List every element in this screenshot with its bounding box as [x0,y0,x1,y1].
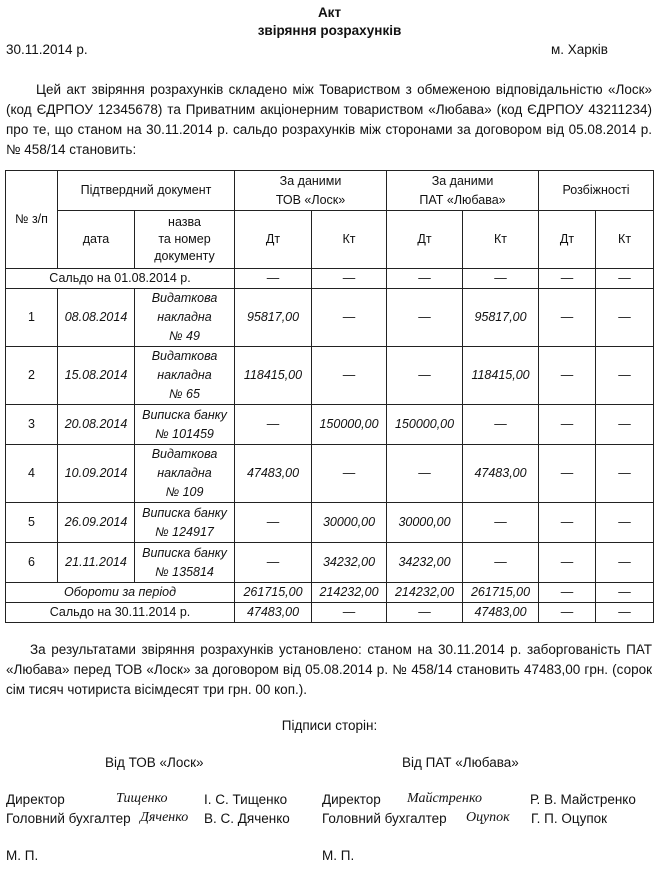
cell-value: — [596,269,654,289]
row-diff-dt: — [539,503,596,543]
left-director-name: І. С. Тищенко [204,792,288,807]
row-num: 2 [6,347,58,405]
document-title: Акт [317,5,342,20]
left-accountant-name: В. С. Дяченко [204,811,290,826]
opening-balance-row [6,269,654,289]
row-diff-kt: — [596,289,654,347]
cell-value: — [539,583,596,603]
header-party1-kt: Кт [312,211,387,269]
row-diff-dt: — [539,405,596,445]
row-pt-kt: — [463,543,539,583]
row-diff-kt: — [596,405,654,445]
cell-value: — [387,269,463,289]
row-pt-dt: 30000,00 [387,503,463,543]
cell-value: — [596,603,654,623]
cell-value: — [387,603,463,623]
row-diff-kt: — [596,543,654,583]
left-director-title: Директор [6,792,65,807]
row-doc: Виписка банку № 135814 [135,543,235,583]
row-doc: Видаткова накладна № 109 [135,445,235,503]
right-director-title: Директор [322,792,381,807]
left-stamp-place: М. П. [6,848,39,863]
row-diff-dt: — [539,445,596,503]
intro-paragraph: Цей акт звіряння розрахунків складено між Товариством з обмеженою відповідальністю «Лоск» (код ЄДРПОУ 12345678) та Приватним акціонерним товариством «Любава» (код ЄДРПОУ 43211234) про те, що станом на 30.11.2014 р. сальдо розрахунків між сторонами за договором від 05.08.2014 р. № 458/14 становить: [6,82,652,157]
right-stamp-place: М. П. [322,848,355,863]
row-pt-dt: — [387,445,463,503]
header-confirm-doc: Підтвердний документ [58,171,235,211]
closing-balance-row [6,603,654,623]
cell-value: 214232,00 [387,583,463,603]
reconciliation-table [5,170,654,623]
header-party1-dt: Дт [235,211,312,269]
row-num: 3 [6,405,58,445]
cell-value: — [312,603,387,623]
row-lt-dt: — [235,503,312,543]
table-row [6,405,654,445]
header-party1: За даними ТОВ «Лоск» [235,171,387,211]
row-diff-kt: — [596,503,654,543]
row-diff-kt: — [596,445,654,503]
turnover-row [6,583,654,603]
row-lt-kt: 150000,00 [312,405,387,445]
row-pt-dt: — [387,347,463,405]
row-lt-dt: 95817,00 [235,289,312,347]
right-director-name: Р. В. Майстренко [530,792,636,807]
document-date: 30.11.2014 р. [6,42,88,57]
cell-value: 47483,00 [463,603,539,623]
row-pt-dt: 34232,00 [387,543,463,583]
row-num: 1 [6,289,58,347]
row-date: 10.09.2014 [58,445,135,503]
row-diff-kt: — [596,347,654,405]
row-lt-kt: 34232,00 [312,543,387,583]
table-row [6,347,654,405]
row-lt-dt: 47483,00 [235,445,312,503]
cell-value: — [596,583,654,603]
conclusion-paragraph: За результатами звіряння розрахунків установлено: станом на 30.11.2014 р. заборгованість ПАТ «Любава» перед ТОВ «Лоск» за договором від 05.08.2014 р. № 458/14 становить 47483,00 грн. (сорок сім тисяч чотириста вісімдесят три грн. 00 коп.). [6,642,652,697]
table-row [6,543,654,583]
cell-value: 214232,00 [312,583,387,603]
row-doc: Видаткова накладна № 49 [135,289,235,347]
left-party-label: Від ТОВ «Лоск» [105,755,204,770]
row-pt-kt: — [463,405,539,445]
header-diff: Розбіжності [539,171,654,211]
header-date: дата [58,211,135,269]
row-diff-dt: — [539,543,596,583]
header-party2: За даними ПАТ «Любава» [387,171,539,211]
row-pt-kt: 47483,00 [463,445,539,503]
row-num: 6 [6,543,58,583]
row-diff-dt: — [539,289,596,347]
row-pt-kt: — [463,503,539,543]
row-doc: Видаткова накладна № 65 [135,347,235,405]
row-date: 08.08.2014 [58,289,135,347]
right-accountant-title: Головний бухгалтер [322,811,447,826]
cell-value: — [463,269,539,289]
right-director-signature: Майстренко [407,791,482,806]
document-city: м. Харків [551,42,608,57]
row-num: 5 [6,503,58,543]
turnover-label: Обороти за період [6,583,235,603]
header-num: № з/п [6,171,58,269]
row-doc: Виписка банку № 101459 [135,405,235,445]
row-pt-dt: — [387,289,463,347]
row-date: 26.09.2014 [58,503,135,543]
cell-value: — [539,269,596,289]
row-lt-kt: — [312,289,387,347]
row-lt-kt: — [312,347,387,405]
row-num: 4 [6,445,58,503]
left-accountant-signature: Дяченко [140,810,189,825]
header-diff-dt: Дт [539,211,596,269]
document-subtitle: звіряння розрахунків [257,23,402,38]
row-diff-dt: — [539,347,596,405]
row-lt-dt: — [235,543,312,583]
header-doc-name: назва та номер документу [135,211,235,269]
table-row [6,503,654,543]
row-pt-kt: 95817,00 [463,289,539,347]
row-date: 20.08.2014 [58,405,135,445]
right-accountant-signature: Оцупок [466,810,510,825]
signatures-heading: Підписи сторін: [281,718,378,733]
header-diff-kt: Кт [596,211,654,269]
left-accountant-title: Головний бухгалтер [6,811,131,826]
right-party-label: Від ПАТ «Любава» [402,755,519,770]
row-pt-kt: 118415,00 [463,347,539,405]
row-lt-dt: — [235,405,312,445]
closing-balance-label: Сальдо на 30.11.2014 р. [6,603,235,623]
row-date: 21.11.2014 [58,543,135,583]
table-row [6,289,654,347]
cell-value: 47483,00 [235,603,312,623]
table-row [6,445,654,503]
cell-value: — [235,269,312,289]
cell-value: — [539,603,596,623]
row-lt-kt: — [312,445,387,503]
row-lt-dt: 118415,00 [235,347,312,405]
cell-value: — [312,269,387,289]
row-pt-dt: 150000,00 [387,405,463,445]
cell-value: 261715,00 [463,583,539,603]
opening-balance-label: Сальдо на 01.08.2014 р. [6,269,235,289]
row-doc: Виписка банку № 124917 [135,503,235,543]
left-director-signature: Тищенко [116,791,168,806]
header-party2-kt: Кт [463,211,539,269]
row-lt-kt: 30000,00 [312,503,387,543]
right-accountant-name: Г. П. Оцупок [531,811,608,826]
cell-value: 261715,00 [235,583,312,603]
header-party2-dt: Дт [387,211,463,269]
row-date: 15.08.2014 [58,347,135,405]
